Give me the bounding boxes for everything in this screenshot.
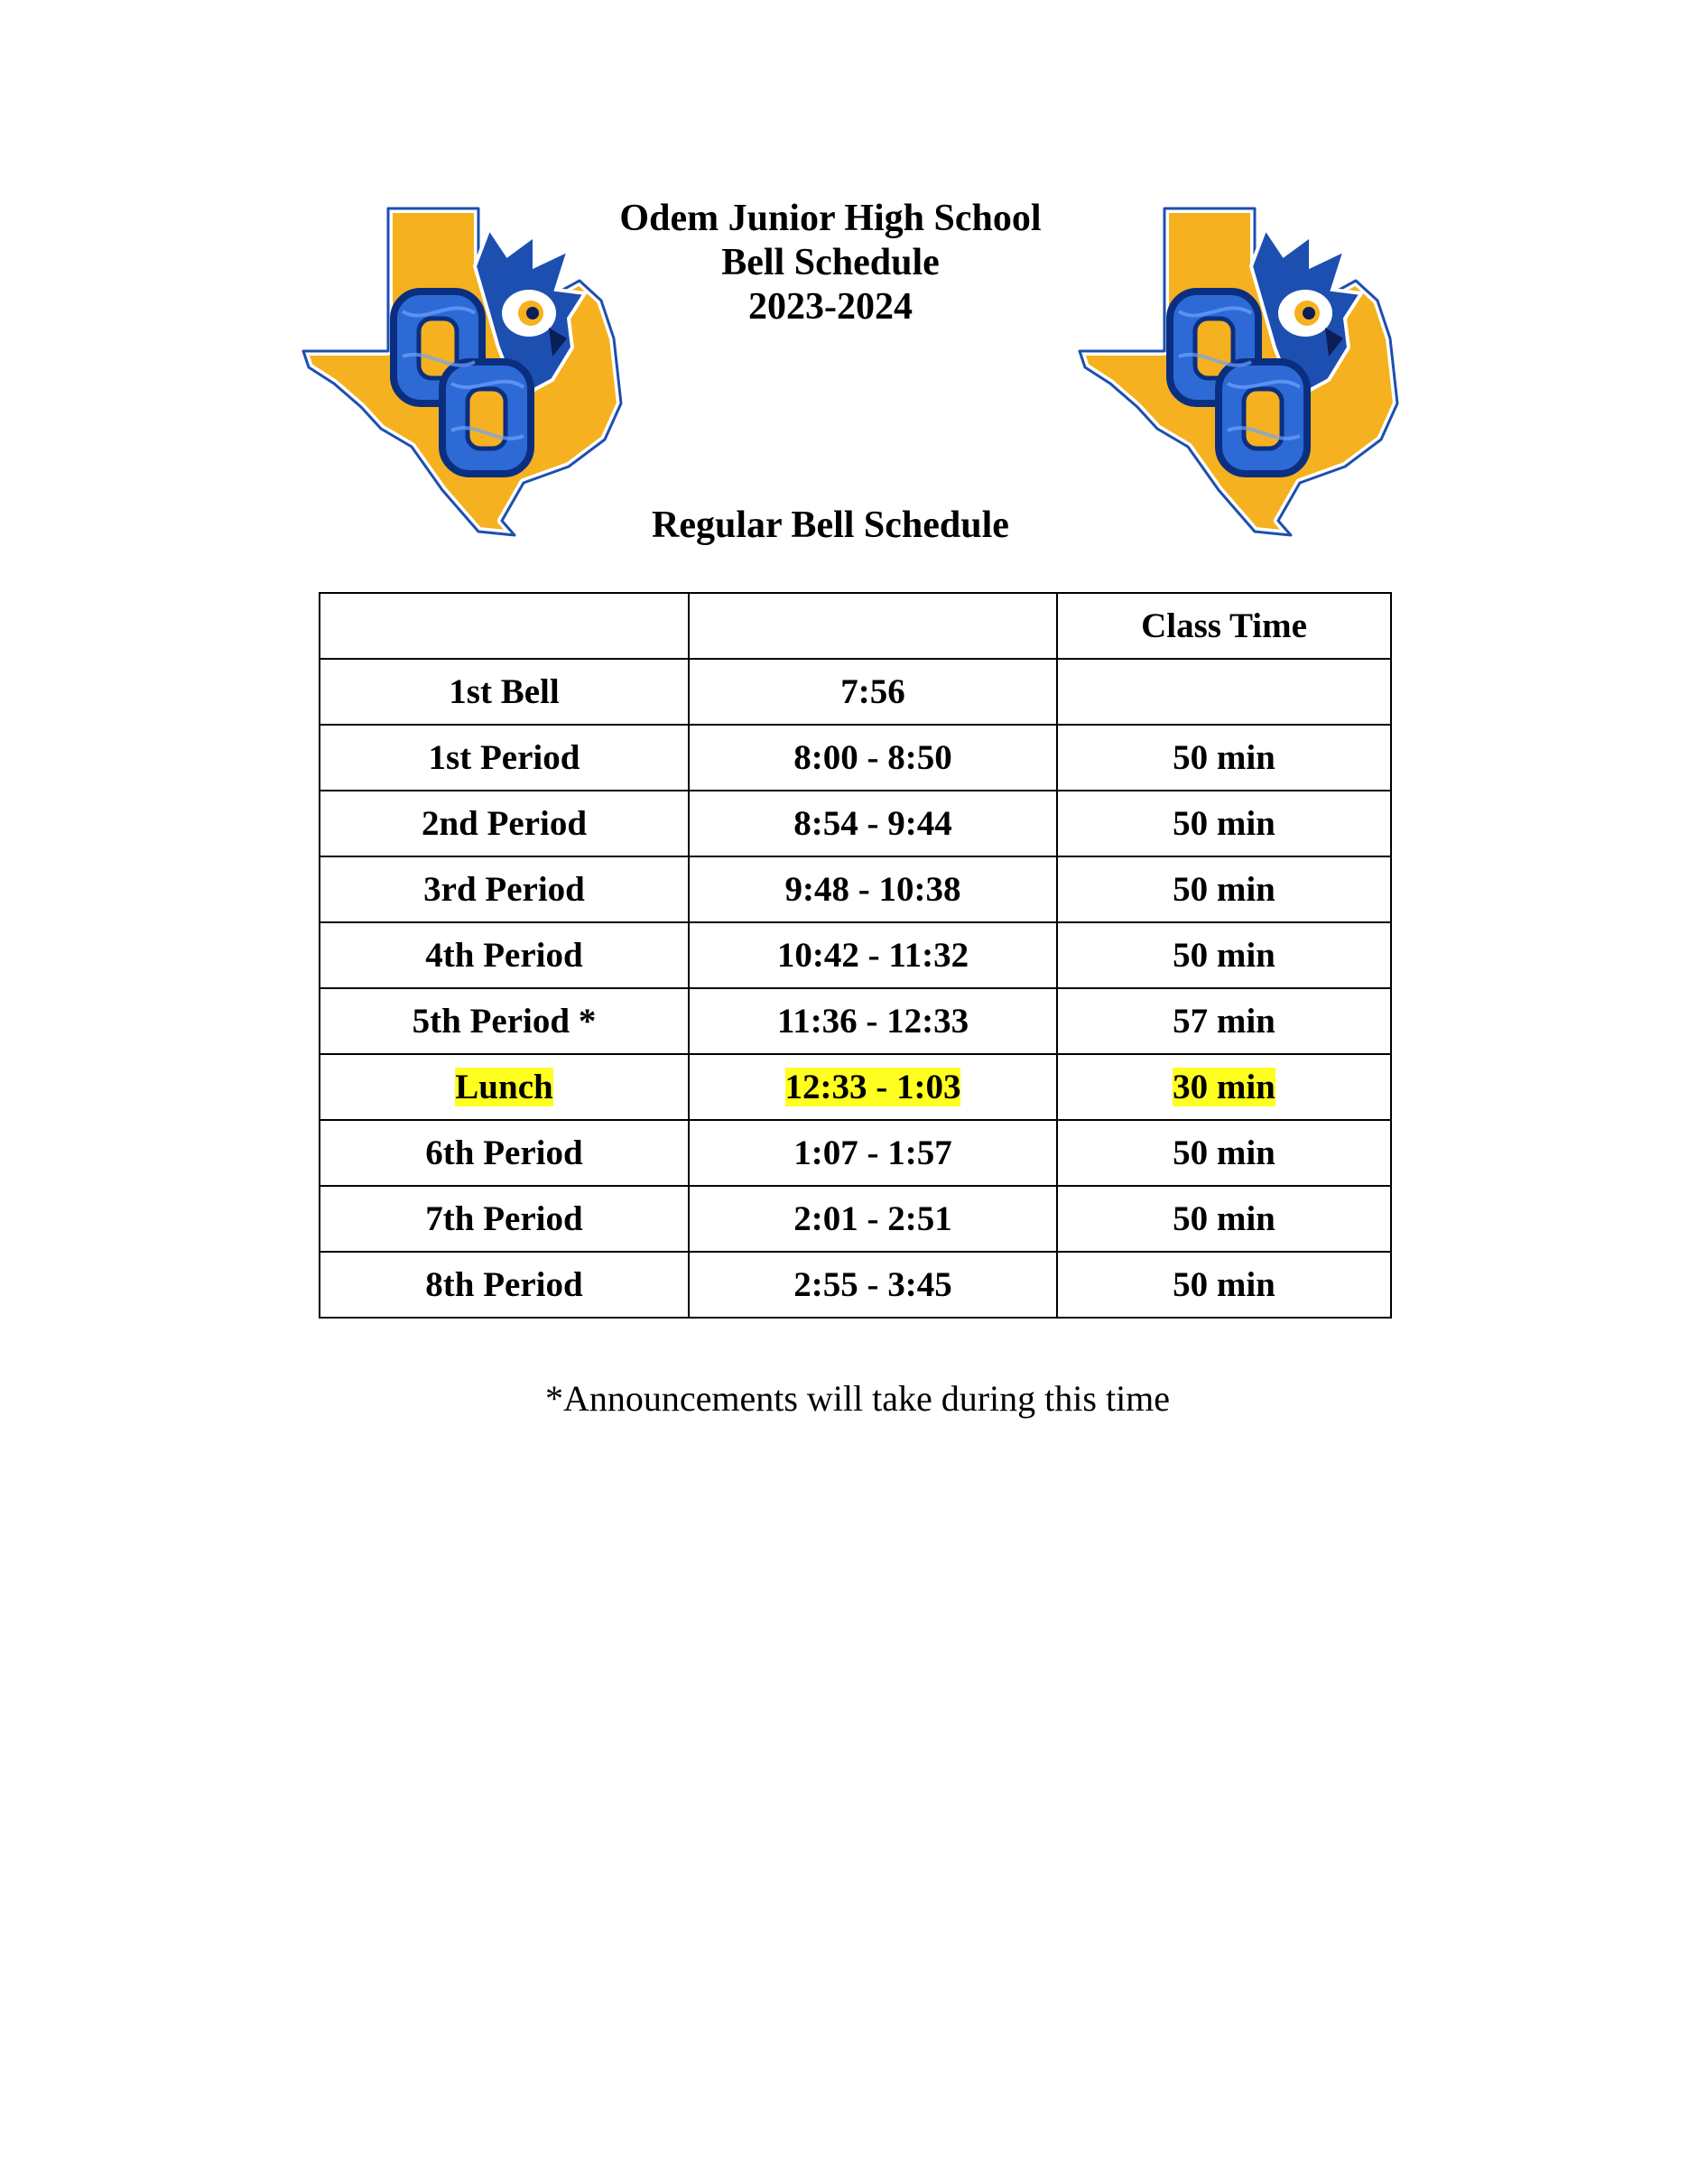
time-cell-text: 9:48 - 10:38 [784,870,961,909]
period-cell-text: 7th Period [425,1199,583,1238]
period-cell-text: 6th Period [425,1134,583,1172]
schedule-subtitle: Regular Bell Schedule [652,504,1009,546]
time-cell [689,725,1057,791]
duration-cell-text: 50 min [1173,936,1275,975]
period-cell-text: 1st Period [428,738,580,777]
time-cell-text: 11:36 - 12:33 [776,1002,969,1041]
time-cell [689,791,1057,856]
period-cell [320,1252,689,1318]
time-cell-text: 7:56 [840,672,905,711]
table-row [320,1054,1391,1120]
duration-cell-text: 50 min [1173,870,1275,909]
period-cell [320,856,689,922]
table-row [320,725,1391,791]
time-cell-text: 12:33 - 1:03 [784,1068,961,1106]
table-row [320,922,1391,988]
header-cell-class-time: Class Time [1057,593,1391,659]
table-row [320,791,1391,856]
duration-cell-text: 50 min [1173,1199,1275,1238]
duration-cell [1057,1186,1391,1252]
period-cell-text: Lunch [455,1068,553,1106]
time-cell [689,922,1057,988]
time-cell [689,856,1057,922]
time-cell [689,659,1057,725]
school-logo-right [1074,203,1417,537]
time-cell [689,988,1057,1054]
duration-cell [1057,1120,1391,1186]
time-cell-text: 8:00 - 8:50 [793,738,952,777]
time-cell-text: 1:07 - 1:57 [793,1134,952,1172]
time-cell [689,1054,1057,1120]
logo-graphic [1074,203,1417,537]
school-year: 2023-2024 [748,286,913,328]
school-name: Odem Junior High School [619,198,1042,239]
period-cell [320,922,689,988]
duration-cell [1057,659,1391,725]
period-cell-text: 5th Period * [412,1002,597,1041]
table-header-row [320,593,1391,659]
duration-cell-text: 50 min [1173,1265,1275,1304]
duration-cell-text: 50 min [1173,804,1275,843]
table-row [320,659,1391,725]
document-title [560,197,1101,329]
duration-cell [1057,1252,1391,1318]
period-cell-text: 4th Period [425,936,583,975]
duration-cell-text: 50 min [1173,738,1275,777]
bell-schedule-table [319,592,1392,1319]
period-cell-text: 3rd Period [423,870,585,909]
table-row [320,1120,1391,1186]
schedule-title: Bell Schedule [721,242,940,283]
period-cell [320,1186,689,1252]
table-row [320,856,1391,922]
header-cell-time [689,593,1057,659]
duration-cell [1057,856,1391,922]
time-cell-text: 2:55 - 3:45 [793,1265,952,1304]
time-cell [689,1186,1057,1252]
duration-cell [1057,725,1391,791]
table-row [320,1186,1391,1252]
period-cell-text: 2nd Period [421,804,588,843]
period-cell [320,725,689,791]
time-cell-text: 8:54 - 9:44 [793,804,952,843]
period-cell [320,659,689,725]
table-row [320,988,1391,1054]
period-cell [320,988,689,1054]
header-cell-period [320,593,689,659]
duration-cell [1057,1054,1391,1120]
table-row [320,1252,1391,1318]
period-cell [320,1054,689,1120]
duration-cell-text: 57 min [1173,1002,1275,1041]
time-cell [689,1252,1057,1318]
time-cell [689,1120,1057,1186]
period-cell [320,791,689,856]
duration-cell-text: 30 min [1173,1068,1275,1106]
duration-cell [1057,791,1391,856]
duration-cell-text: 50 min [1173,1134,1275,1172]
footnote: *Announcements will take during this time [544,1378,1171,1419]
time-cell-text: 2:01 - 2:51 [793,1199,952,1238]
period-cell [320,1120,689,1186]
duration-cell [1057,922,1391,988]
period-cell-text: 1st Bell [449,672,560,711]
time-cell-text: 10:42 - 11:32 [776,936,969,975]
period-cell-text: 8th Period [425,1265,583,1304]
duration-cell [1057,988,1391,1054]
